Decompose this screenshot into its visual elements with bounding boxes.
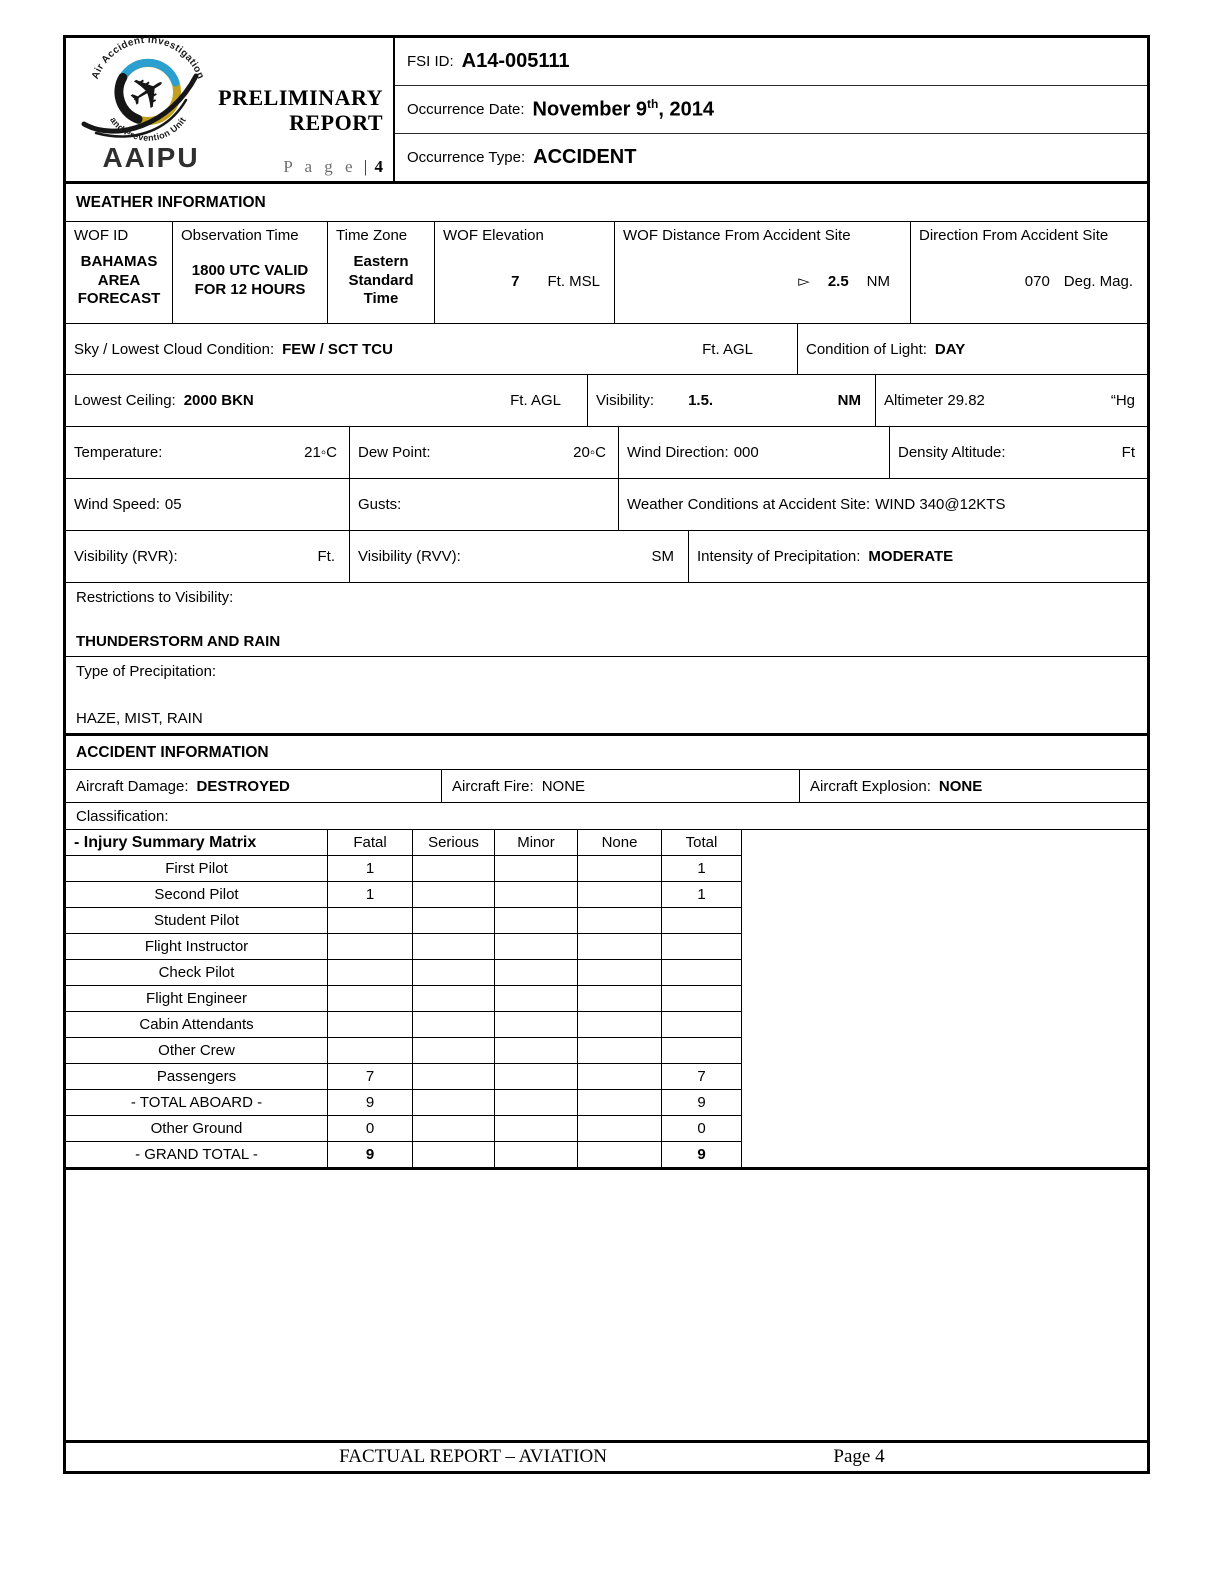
- fsi-id-value: A14-005111: [461, 50, 570, 72]
- matrix-cell: None: [578, 830, 662, 855]
- matrix-cell: [413, 1142, 495, 1167]
- aircraft-damage-cell: [66, 770, 442, 802]
- matrix-row-label: - GRAND TOTAL -: [66, 1142, 328, 1167]
- accident-section-title: ACCIDENT INFORMATION: [66, 733, 1147, 770]
- logo-top-arc-text: Air Accident Investigation: [89, 34, 207, 81]
- aircraft-damage-row: [66, 770, 1147, 803]
- injury-matrix-section: [66, 830, 1147, 1170]
- precip-intensity-label: Intensity of Precipitation:: [697, 548, 861, 565]
- empty-notes-area: [66, 1170, 1147, 1470]
- matrix-cell: [413, 882, 495, 907]
- matrix-cell: 7: [328, 1064, 413, 1089]
- condition-of-light-value: DAY: [934, 340, 966, 358]
- matrix-cell: [495, 1038, 578, 1063]
- weather-row-6: [66, 531, 1147, 583]
- matrix-cell: [662, 1012, 742, 1037]
- site-conditions-cell: [619, 479, 1147, 530]
- aircraft-explosion-value: NONE: [938, 777, 983, 795]
- matrix-cell: 1: [328, 856, 413, 881]
- matrix-cell: [328, 960, 413, 985]
- visibility-cell: [588, 375, 876, 426]
- table-row: [66, 1012, 742, 1038]
- matrix-cell: 9: [662, 1090, 742, 1115]
- dew-point-value: 20◦C: [573, 444, 606, 461]
- matrix-cell: 0: [328, 1116, 413, 1141]
- wof-elevation-unit: Ft. MSL: [547, 272, 600, 290]
- matrix-cell: [495, 1142, 578, 1167]
- header-left-cell: [66, 34, 395, 181]
- matrix-cell: [495, 908, 578, 933]
- matrix-cell: [413, 1116, 495, 1141]
- matrix-cell: [413, 1064, 495, 1089]
- aircraft-fire-cell: [442, 770, 800, 802]
- matrix-cell: [662, 1038, 742, 1063]
- matrix-cell: [662, 960, 742, 985]
- wind-direction-label: Wind Direction:: [627, 444, 729, 461]
- direction-cell: [911, 222, 1147, 323]
- wof-id-cell: [66, 222, 173, 323]
- aircraft-damage-label: Aircraft Damage:: [76, 777, 189, 795]
- aircraft-fire-label: Aircraft Fire:: [452, 777, 534, 795]
- report-title: [218, 86, 383, 135]
- page-word: P a g e: [283, 157, 357, 176]
- matrix-cell: [578, 1038, 662, 1063]
- matrix-cell: [662, 908, 742, 933]
- matrix-row-label: - Injury Summary Matrix: [66, 830, 328, 855]
- dew-point-cell: [350, 427, 619, 478]
- arrow-right-icon: ▻: [798, 273, 810, 290]
- visibility-value: 1.5.: [688, 392, 714, 409]
- aaipu-logo: [74, 34, 224, 144]
- altimeter-cell: [876, 375, 1147, 426]
- matrix-cell: [495, 856, 578, 881]
- table-row: [66, 856, 742, 882]
- table-row: [66, 1090, 742, 1116]
- matrix-cell: 9: [328, 1142, 413, 1167]
- matrix-cell: [328, 1012, 413, 1037]
- matrix-cell: [495, 1012, 578, 1037]
- weather-row-2: [66, 324, 1147, 375]
- aircraft-explosion-label: Aircraft Explosion:: [810, 777, 931, 795]
- wind-speed-cell: [66, 479, 350, 530]
- matrix-cell: [495, 960, 578, 985]
- report-title-line2: REPORT: [289, 109, 383, 135]
- matrix-row-label: Cabin Attendants: [66, 1012, 328, 1037]
- matrix-cell: [413, 986, 495, 1011]
- matrix-cell: [495, 1116, 578, 1141]
- rvv-label: Visibility (RVV):: [358, 548, 461, 565]
- visibility-label: Visibility:: [596, 392, 655, 409]
- direction-unit: Deg. Mag.: [1063, 272, 1133, 290]
- direction-value: 070: [1024, 272, 1050, 290]
- sky-condition-label: Sky / Lowest Cloud Condition:: [74, 340, 275, 358]
- time-zone-cell: [328, 222, 435, 323]
- matrix-cell: [495, 986, 578, 1011]
- sky-condition-cell: [66, 324, 798, 374]
- temperature-cell: [66, 427, 350, 478]
- wof-distance-unit: NM: [866, 272, 890, 290]
- weather-row-5: [66, 479, 1147, 531]
- condition-of-light-label: Condition of Light:: [806, 340, 927, 358]
- weather-section-title: WEATHER INFORMATION: [66, 184, 1147, 222]
- weather-row-3: [66, 375, 1147, 427]
- matrix-cell: [413, 908, 495, 933]
- site-conditions-value: WIND 340@12KTS: [875, 496, 1006, 513]
- matrix-cell: [578, 1012, 662, 1037]
- matrix-cell: [413, 1012, 495, 1037]
- occurrence-date-label: Occurrence Date:: [407, 101, 525, 118]
- matrix-cell: [578, 908, 662, 933]
- aircraft-explosion-cell: [800, 770, 1147, 802]
- rvr-label: Visibility (RVR):: [74, 548, 178, 565]
- matrix-cell: [413, 1038, 495, 1063]
- direction-label: Direction From Accident Site: [919, 227, 1109, 244]
- precip-intensity-value: MODERATE: [868, 548, 954, 565]
- matrix-cell: [578, 960, 662, 985]
- weather-row-1: [66, 222, 1147, 324]
- observation-time-value: 1800 UTC VALID FOR 12 HOURS: [191, 262, 309, 298]
- matrix-cell: [578, 1064, 662, 1089]
- wof-id-value: BAHAMAS AREA FORECAST: [77, 252, 161, 308]
- matrix-cell: [578, 986, 662, 1011]
- wof-distance-label: WOF Distance From Accident Site: [623, 227, 851, 244]
- matrix-cell: [495, 934, 578, 959]
- density-altitude-label: Density Altitude:: [898, 444, 1006, 461]
- aircraft-damage-value: DESTROYED: [196, 777, 290, 795]
- precip-intensity-cell: [689, 531, 1147, 582]
- injury-matrix-table: [66, 830, 742, 1167]
- temperature-label: Temperature:: [74, 444, 163, 461]
- rvv-unit: SM: [651, 548, 674, 565]
- occurrence-date-row: [395, 86, 1147, 134]
- lowest-ceiling-unit: Ft. AGL: [510, 392, 561, 409]
- header-page-label: [283, 157, 383, 177]
- occurrence-date-value: November 9th, 2014: [532, 97, 714, 121]
- footer-report-title: FACTUAL REPORT – AVIATION: [339, 1446, 607, 1467]
- matrix-cell: [328, 986, 413, 1011]
- matrix-cell: 1: [662, 882, 742, 907]
- wind-speed-label: Wind Speed:: [74, 496, 160, 513]
- table-row: [66, 986, 742, 1012]
- matrix-row-label: First Pilot: [66, 856, 328, 881]
- matrix-cell: [662, 986, 742, 1011]
- fsi-id-row: [395, 38, 1147, 86]
- table-row: [66, 960, 742, 986]
- matrix-cell: 0: [662, 1116, 742, 1141]
- matrix-cell: [578, 1116, 662, 1141]
- occurrence-type-value: ACCIDENT: [533, 146, 637, 168]
- lowest-ceiling-value: 2000 BKN: [183, 392, 254, 409]
- matrix-row-label: Other Crew: [66, 1038, 328, 1063]
- page-number: 4: [374, 157, 383, 176]
- lowest-ceiling-label: Lowest Ceiling:: [74, 392, 176, 409]
- precip-type-cell: [66, 657, 1147, 733]
- matrix-row-label: Check Pilot: [66, 960, 328, 985]
- matrix-cell: [328, 1038, 413, 1063]
- table-row: [66, 908, 742, 934]
- table-row: [66, 1116, 742, 1142]
- visibility-unit: NM: [837, 392, 861, 409]
- matrix-cell: [578, 882, 662, 907]
- matrix-cell: Fatal: [328, 830, 413, 855]
- header-right-cell: [395, 38, 1147, 181]
- matrix-header-row: [66, 830, 742, 856]
- wof-elevation-label: WOF Elevation: [443, 227, 544, 244]
- condition-of-light-cell: [798, 324, 1147, 374]
- dew-point-label: Dew Point:: [358, 444, 431, 461]
- occurrence-type-row: [395, 134, 1147, 181]
- matrix-row-label: Other Ground: [66, 1116, 328, 1141]
- restrictions-cell: [66, 583, 1147, 657]
- matrix-cell: [413, 856, 495, 881]
- matrix-cell: [413, 934, 495, 959]
- matrix-cell: [328, 934, 413, 959]
- matrix-cell: [495, 1090, 578, 1115]
- matrix-cell: [578, 1142, 662, 1167]
- sky-condition-unit: Ft. AGL: [702, 340, 753, 358]
- report-document-frame: [63, 35, 1150, 1473]
- matrix-cell: Total: [662, 830, 742, 855]
- matrix-cell: 1: [328, 882, 413, 907]
- restrictions-label: Restrictions to Visibility:: [76, 589, 234, 606]
- wof-elevation-value: 7: [511, 272, 520, 290]
- airplane-icon: ✈: [117, 59, 179, 125]
- footer-page-number: Page 4: [833, 1446, 885, 1467]
- matrix-cell: 1: [662, 856, 742, 881]
- matrix-cell: [578, 856, 662, 881]
- matrix-cell: Serious: [413, 830, 495, 855]
- classification-row: [66, 803, 1147, 830]
- rvv-cell: [350, 531, 689, 582]
- matrix-cell: 9: [328, 1090, 413, 1115]
- rvr-cell: [66, 531, 350, 582]
- matrix-cell: [413, 960, 495, 985]
- matrix-cell: [413, 1090, 495, 1115]
- altimeter-label: Altimeter 29.82: [884, 392, 985, 409]
- table-row: [66, 882, 742, 908]
- table-row: [66, 1064, 742, 1090]
- classification-label: Classification:: [76, 807, 169, 825]
- wind-direction-cell: [619, 427, 890, 478]
- wof-id-label: WOF ID: [74, 227, 129, 244]
- site-conditions-label: Weather Conditions at Accident Site:: [627, 496, 871, 513]
- page-separator: |: [363, 157, 368, 176]
- matrix-cell: [578, 1090, 662, 1115]
- logo-acronym: AAIPU: [102, 142, 200, 173]
- logo-bottom-arc-text: and Prevention Unit: [108, 115, 188, 143]
- matrix-row-label: Second Pilot: [66, 882, 328, 907]
- wind-speed-value: 05: [164, 496, 182, 513]
- report-title-line1: PRELIMINARY: [218, 85, 383, 110]
- time-zone-value: Eastern Standard Time: [348, 252, 414, 308]
- fsi-id-label: FSI ID:: [407, 53, 454, 70]
- sky-condition-value: FEW / SCT TCU: [282, 340, 393, 358]
- gusts-label: Gusts:: [358, 496, 402, 513]
- observation-time-label: Observation Time: [181, 227, 299, 244]
- matrix-cell: [495, 882, 578, 907]
- matrix-cell: [328, 908, 413, 933]
- report-header: [66, 34, 1147, 184]
- matrix-cell: 7: [662, 1064, 742, 1089]
- matrix-row-label: - TOTAL ABOARD -: [66, 1090, 328, 1115]
- page-footer: [63, 1440, 1150, 1474]
- aircraft-fire-value: NONE: [541, 777, 586, 795]
- matrix-cell: 9: [662, 1142, 742, 1167]
- precip-type-label: Type of Precipitation:: [76, 663, 217, 680]
- time-zone-label: Time Zone: [336, 227, 408, 244]
- temperature-value: 21◦C: [304, 444, 337, 461]
- table-row: [66, 1142, 742, 1167]
- gusts-cell: [350, 479, 619, 530]
- rvr-unit: Ft.: [317, 548, 335, 565]
- table-row: [66, 1038, 742, 1064]
- matrix-row-label: Passengers: [66, 1064, 328, 1089]
- density-altitude-unit: Ft: [1121, 444, 1135, 461]
- altimeter-unit: “Hg: [1110, 392, 1135, 409]
- matrix-row-label: Flight Instructor: [66, 934, 328, 959]
- observation-time-cell: [173, 222, 328, 323]
- wof-elevation-cell: [435, 222, 615, 323]
- restrictions-value: THUNDERSTORM AND RAIN: [76, 633, 281, 650]
- matrix-cell: [578, 934, 662, 959]
- wof-distance-value: 2.5: [827, 272, 849, 290]
- matrix-row-label: Flight Engineer: [66, 986, 328, 1011]
- matrix-row-label: Student Pilot: [66, 908, 328, 933]
- wof-distance-cell: [615, 222, 911, 323]
- matrix-cell: [495, 1064, 578, 1089]
- lowest-ceiling-cell: [66, 375, 588, 426]
- occurrence-type-label: Occurrence Type:: [407, 149, 526, 166]
- matrix-cell: Minor: [495, 830, 578, 855]
- wind-direction-value: 000: [733, 444, 759, 461]
- table-row: [66, 934, 742, 960]
- density-altitude-cell: [890, 427, 1147, 478]
- precip-type-value: HAZE, MIST, RAIN: [76, 710, 203, 727]
- matrix-cell: [662, 934, 742, 959]
- weather-row-4: [66, 427, 1147, 479]
